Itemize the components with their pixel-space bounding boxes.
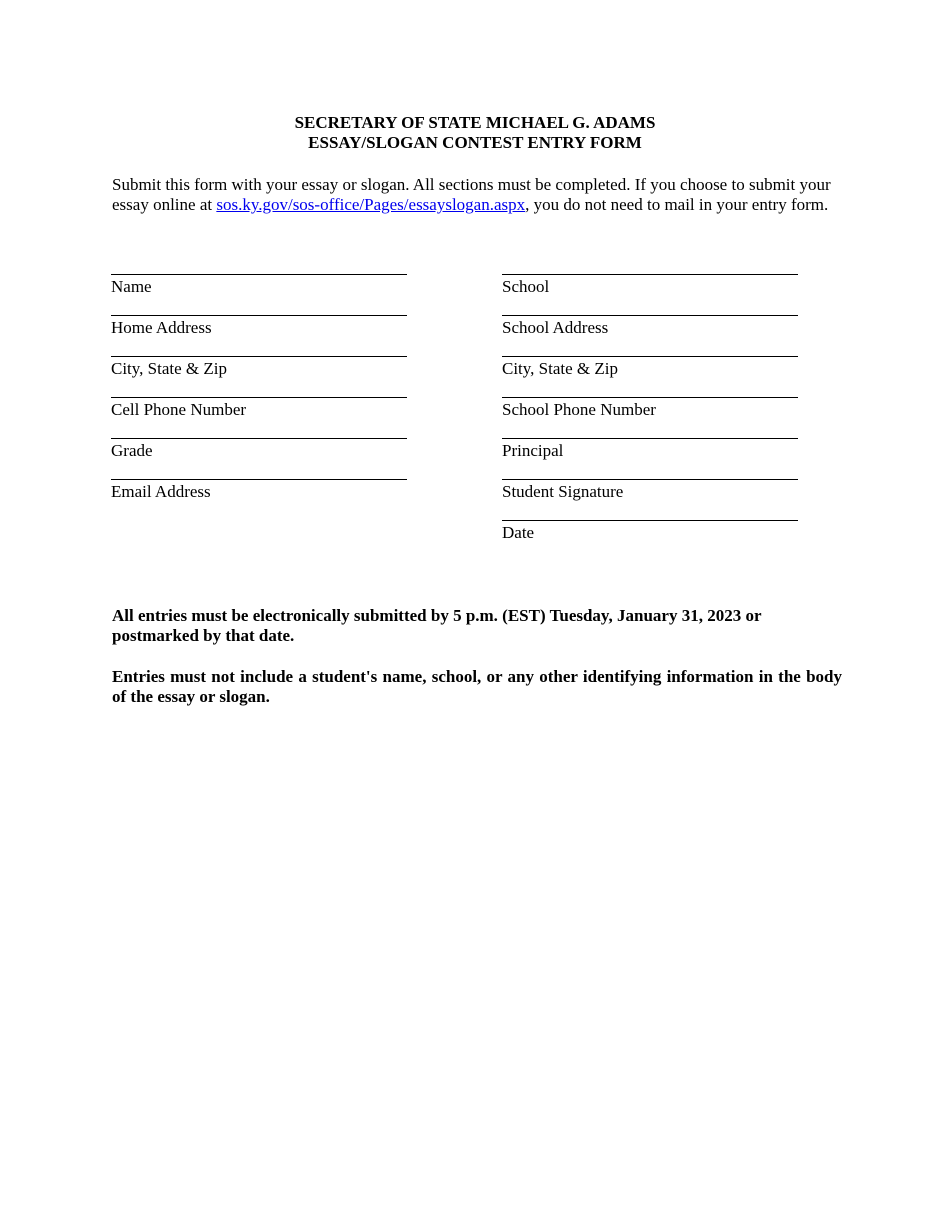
grade-line[interactable] (111, 438, 407, 439)
school-address-line[interactable] (502, 315, 798, 316)
principal-line[interactable] (502, 438, 798, 439)
date-line[interactable] (502, 520, 798, 521)
intro-text-before-link: Submit this form with your essay or slogan. All sections must be completed. If you choose to submit your essay online at (112, 175, 831, 214)
form-title-line2: ESSAY/SLOGAN CONTEST ENTRY FORM (308, 133, 642, 152)
cell-phone-label: Cell Phone Number (111, 400, 247, 419)
grade-label: Grade (111, 441, 153, 460)
name-line[interactable] (111, 274, 407, 275)
email-address-label: Email Address (111, 482, 211, 501)
deadline-notice: All entries must be electronically submitted by 5 p.m. (EST) Tuesday, January 31, 2023 or postmarked by that date. (112, 606, 762, 645)
school-phone-label: School Phone Number (502, 400, 656, 419)
school-label: School (502, 277, 550, 296)
cell-phone-field[interactable] (111, 397, 407, 437)
email-address-field[interactable] (111, 479, 407, 519)
name-field[interactable] (111, 274, 407, 314)
date-label: Date (502, 523, 535, 542)
school-phone-field[interactable] (502, 397, 798, 437)
principal-field[interactable] (502, 438, 798, 478)
school-city-state-zip-field[interactable] (502, 356, 798, 396)
cell-phone-line[interactable] (111, 397, 407, 398)
student-signature-field[interactable] (502, 479, 798, 519)
grade-field[interactable] (111, 438, 407, 478)
student-signature-label: Student Signature (502, 482, 624, 501)
name-label: Name (111, 277, 152, 296)
date-field[interactable] (502, 520, 798, 560)
identifying-info-notice: Entries must not include a student's name, school, or any other identifying information in the body of the essay or slogan. (112, 667, 842, 706)
intro-text-after-link: , you do not need to mail in your entry form. (525, 195, 829, 214)
school-line[interactable] (502, 274, 798, 275)
home-city-state-zip-field[interactable] (111, 356, 407, 396)
essay-submission-link[interactable]: sos.ky.gov/sos-office/Pages/essayslogan.aspx (216, 195, 526, 214)
school-city-state-zip-label: City, State & Zip (502, 359, 619, 378)
school-city-state-zip-line[interactable] (502, 356, 798, 357)
email-address-line[interactable] (111, 479, 407, 480)
form-title-line1: SECRETARY OF STATE MICHAEL G. ADAMS (294, 113, 656, 132)
school-address-field[interactable] (502, 315, 798, 355)
school-phone-line[interactable] (502, 397, 798, 398)
principal-label: Principal (502, 441, 564, 460)
school-address-label: School Address (502, 318, 609, 337)
home-address-field[interactable] (111, 315, 407, 355)
home-address-line[interactable] (111, 315, 407, 316)
intro-paragraph (112, 175, 842, 215)
home-city-state-zip-line[interactable] (111, 356, 407, 357)
home-address-label: Home Address (111, 318, 212, 337)
home-city-state-zip-label: City, State & Zip (111, 359, 228, 378)
student-signature-line[interactable] (502, 479, 798, 480)
school-field[interactable] (502, 274, 798, 314)
